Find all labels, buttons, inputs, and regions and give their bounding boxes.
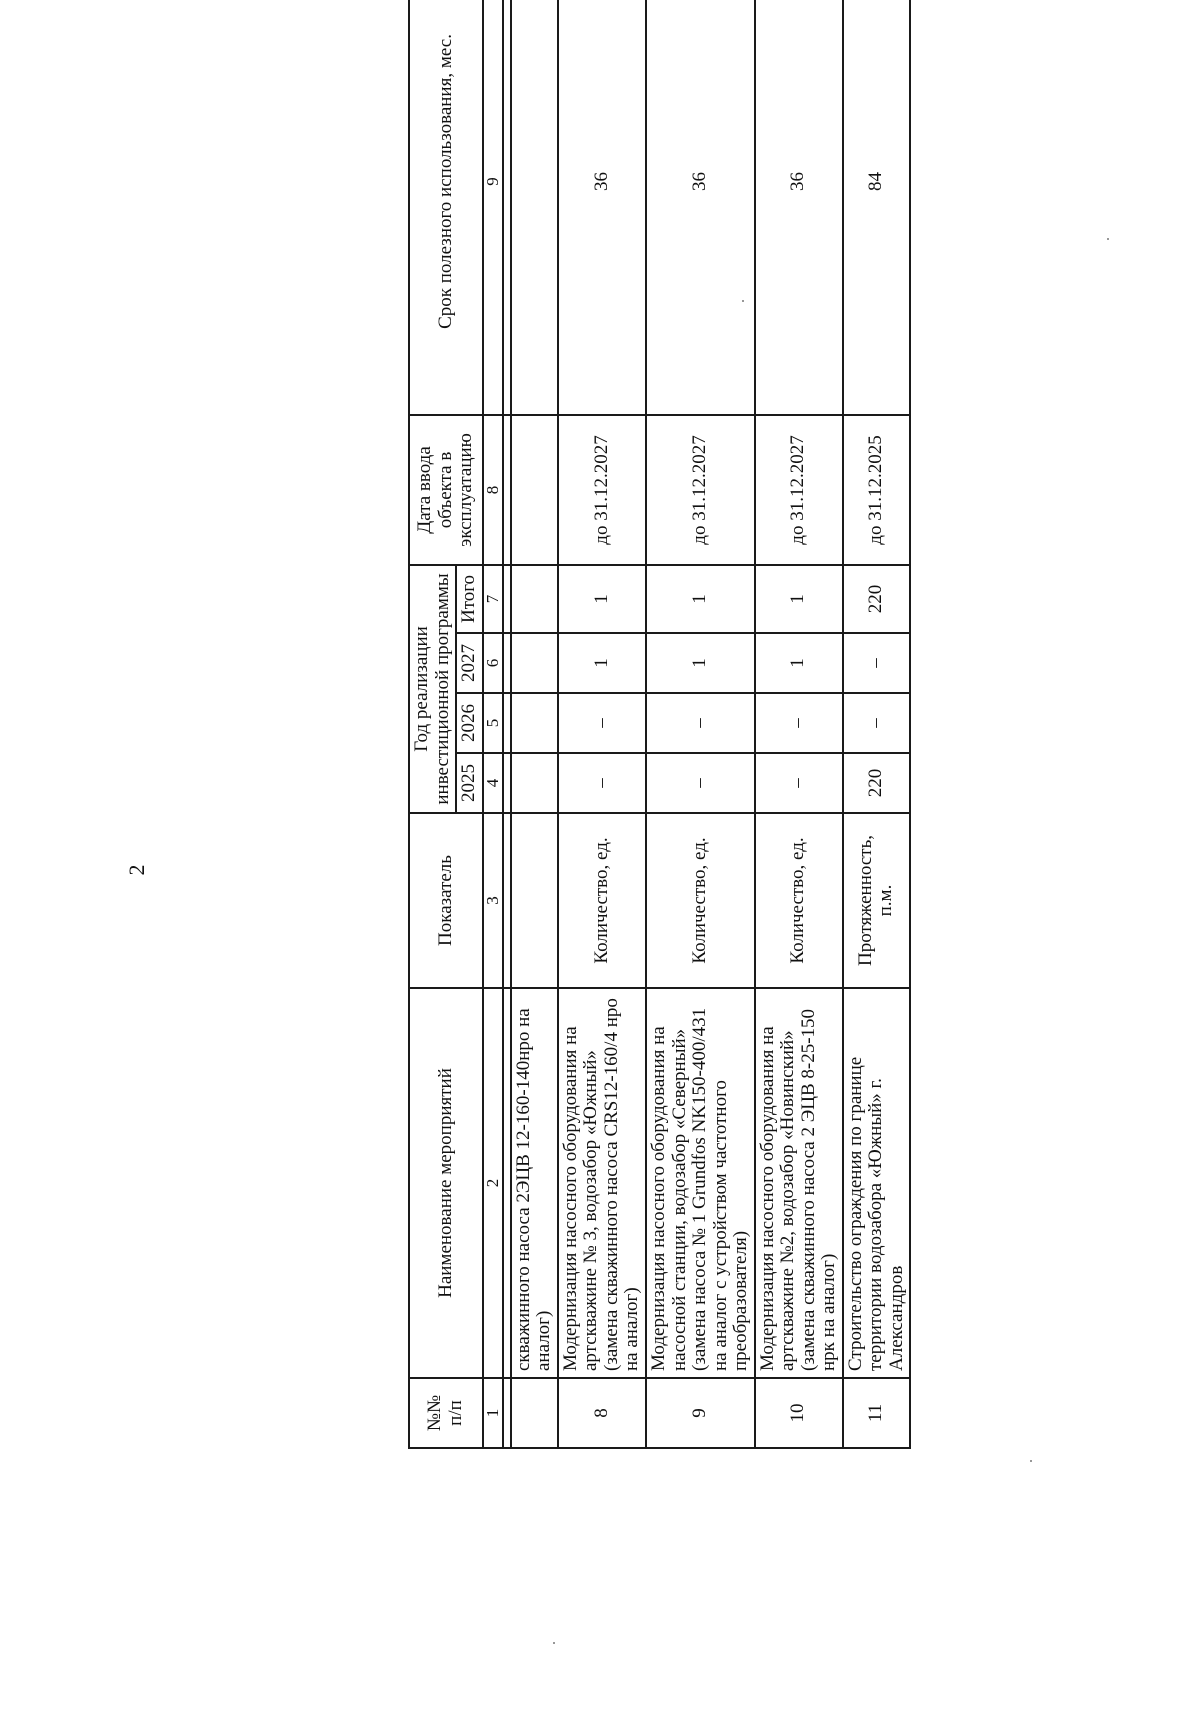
scan-speck xyxy=(553,1642,555,1644)
row-name: Строительство ограждения по границе территории водозабора «Южный» г. Александров xyxy=(843,988,911,1378)
column-number: 4 xyxy=(483,753,503,813)
row-2026: – xyxy=(646,693,755,753)
table-row xyxy=(755,0,843,1448)
column-number: 2 xyxy=(483,988,503,1378)
row-date: до 31.12.2025 xyxy=(843,415,911,565)
scan-speck xyxy=(742,300,744,302)
column-number: 6 xyxy=(483,633,503,693)
row-indicator: Количество, ед. xyxy=(755,813,843,988)
row-2027: 1 xyxy=(755,633,843,693)
row-total: 220 xyxy=(843,565,911,633)
column-number-row xyxy=(483,0,503,1448)
row-2026: – xyxy=(558,693,646,753)
row-2025: – xyxy=(646,753,755,813)
header-2025: 2025 xyxy=(456,753,483,813)
row-indicator: Количество, ед. xyxy=(558,813,646,988)
row-2025: 220 xyxy=(843,753,911,813)
investment-program-table xyxy=(408,0,911,1449)
row-life: 84 xyxy=(843,0,911,415)
row-num: 11 xyxy=(843,1378,911,1448)
row-2025: – xyxy=(558,753,646,813)
table-row xyxy=(646,0,755,1448)
row-name: Модернизация насосного оборудования на артскважине № 3, водозабор «Южный» (замена скважинного насоса CRS12-160/4 нро на аналог) xyxy=(558,988,646,1378)
column-number: 8 xyxy=(483,415,503,565)
row-date: до 31.12.2027 xyxy=(646,415,755,565)
row-life: 36 xyxy=(755,0,843,415)
row-2027: 1 xyxy=(646,633,755,693)
row-2027: – xyxy=(843,633,911,693)
continuation-row xyxy=(511,0,558,1448)
row-num: 10 xyxy=(755,1378,843,1448)
header-num: №№ п/п xyxy=(409,1378,483,1448)
column-number: 1 xyxy=(483,1378,503,1448)
column-number: 3 xyxy=(483,813,503,988)
row-num: 9 xyxy=(646,1378,755,1448)
table-row xyxy=(843,0,911,1448)
row-indicator: Количество, ед. xyxy=(646,813,755,988)
column-number: 9 xyxy=(483,0,503,415)
row-2026: – xyxy=(843,693,911,753)
page-number: 2 xyxy=(124,864,149,876)
gap-row xyxy=(503,0,511,1448)
continuation-text: скважинного насоса 2ЭЦВ 12-160-140нро на аналог) xyxy=(511,988,558,1378)
row-name: Модернизация насосного оборудования на артскважине №2, водозабор «Новинский» (замена скважинного насоса 2 ЭЦВ 8-25-150 нрк на аналог) xyxy=(755,988,843,1378)
row-total: 1 xyxy=(558,565,646,633)
row-date: до 31.12.2027 xyxy=(755,415,843,565)
row-indicator: Протяженность, п.м. xyxy=(843,813,911,988)
row-total: 1 xyxy=(755,565,843,633)
row-2025: – xyxy=(755,753,843,813)
header-indicator: Показатель xyxy=(409,813,483,988)
row-total: 1 xyxy=(646,565,755,633)
header-2026: 2026 xyxy=(456,693,483,753)
row-2026: – xyxy=(755,693,843,753)
row-life: 36 xyxy=(646,0,755,415)
header-useful-life: Срок полезного использования, мес. xyxy=(409,0,483,415)
row-2027: 1 xyxy=(558,633,646,693)
column-number: 7 xyxy=(483,565,503,633)
header-total: Итого xyxy=(456,565,483,633)
header-commission-date: Дата ввода объекта в эксплуатацию xyxy=(409,415,483,565)
table-row xyxy=(558,0,646,1448)
header-name: Наименование мероприятий xyxy=(409,988,483,1378)
row-name: Модернизация насосного оборудования на насосной станции, водозабор «Северный» (замена насоса № 1 Grundfos NK150-400/431 на аналог с устройством частотного преобразователя) xyxy=(646,988,755,1378)
row-num: 8 xyxy=(558,1378,646,1448)
header-row-1 xyxy=(409,0,456,1448)
header-2027: 2027 xyxy=(456,633,483,693)
column-number: 5 xyxy=(483,693,503,753)
scan-speck xyxy=(1107,238,1109,240)
scan-speck xyxy=(1030,1460,1032,1462)
header-years-group: Год реализации инвестиционной программы xyxy=(409,565,456,813)
row-life: 36 xyxy=(558,0,646,415)
row-date: до 31.12.2027 xyxy=(558,415,646,565)
investment-program-table-container xyxy=(408,0,907,1449)
